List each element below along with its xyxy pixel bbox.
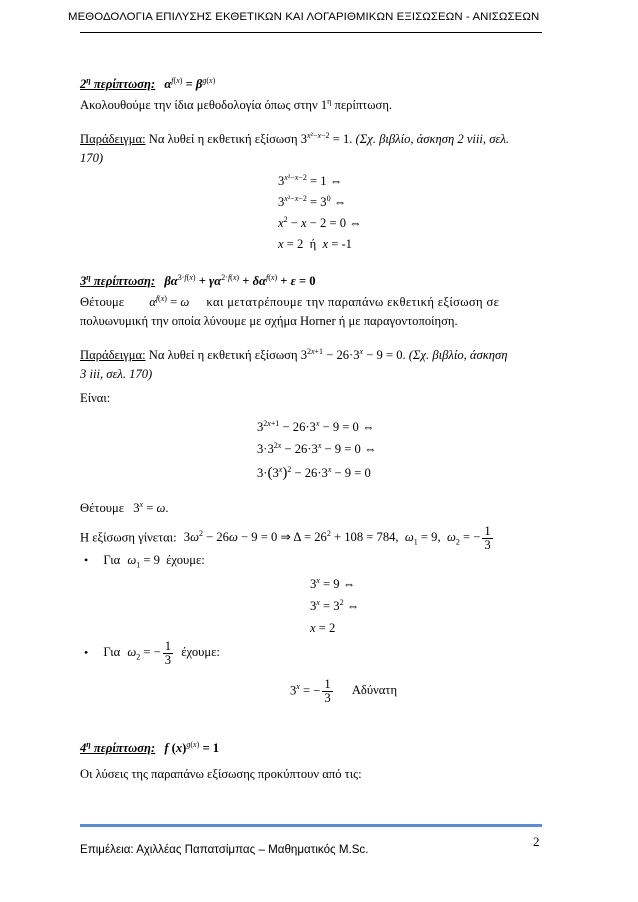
case2-step-2: $3^{x^2-x-2} = 3^0$ ⇔ xyxy=(278,193,347,209)
page-number: 2 xyxy=(533,834,540,849)
case2-heading: $2^\eta$ περίπτωση: $\alpha^{f(x)} = \beta^{g(x)}$ xyxy=(80,75,216,91)
case3-example-ref: 3 iii, σελ. 170) xyxy=(80,367,153,381)
page-header: ΜΕΘΟΔΟΛΟΓΙΑ ΕΠΙΛΥΣΗΣ ΕΚΘΕΤΙΚΩΝ ΚΑΙ ΛΟΓΑΡΙΘΜΙΚΩΝ ΕΞΙΣΩΣΕΩΝ - ΑΝΙΣΩΣΕΩΝ xyxy=(68,11,540,23)
case4-heading: $4^\eta$ περίπτωση: f $(x)^{g(x)} = 1$ xyxy=(80,739,220,755)
case3-b1-step-1: $3^x = 9$ ⇔ xyxy=(310,575,356,591)
case3-set: Θέτουμε $3^x = \omega$. xyxy=(80,499,169,515)
case3-intro-2: πολυωνυμική την οποία λύνουμε με σχήμα Horner ή με παραγοντοποίηση. xyxy=(80,314,458,328)
case3-bullet-2: • Για $\omega_2$ = − $\frac{1}{3}$ έχουμε: xyxy=(84,639,220,667)
header-rule xyxy=(80,32,542,33)
case3-intro-1: Θέτουμε $\alpha^{f(x)} = \omega$ και μετατρέπουμε την παραπάνω εκθετική εξίσωση σε xyxy=(80,293,500,309)
case3-b2-step: $3^x$ = − $\frac{1}{3}$ Αδύνατη xyxy=(290,677,398,705)
case3-example: Παράδειγμα: Να λυθεί η εκθετική εξίσωση $3^{2x+1} - 26\cdot 3^x - 9 = 0$. (Σχ. βιβλίο, άσκηση xyxy=(80,346,508,362)
case2-example-ref: 170) xyxy=(80,151,104,165)
case3-b1-step-2: $3^x = 3^2$ ⇔ xyxy=(310,597,360,613)
footer-bar xyxy=(80,824,542,827)
case3-step-1: $3^{2x+1} - 26\cdot 3^x - 9 = 0$ ⇔ xyxy=(257,418,375,434)
case2-step-4: x = 2 ή x = -1 xyxy=(278,237,352,251)
case3-heading: $3^\eta$ περίπτωση: $\beta\alpha^{3\cdot f(x)} + \gamma\alpha^{2\cdot f(x)} + \delta\alpha^{f(x)} + \varepsilon = 0$ xyxy=(80,272,316,288)
case3-step-3: $3\cdot(3^x)^2 - 26\cdot 3^x - 9 = 0$ xyxy=(257,464,371,481)
case3-b1-step-3: x = 2 xyxy=(310,621,336,635)
case2-step-3: $x^2 - x - 2 = 0$ ⇔ xyxy=(278,214,362,230)
case4-formula: f $(x)^{g(x)} = 1$ xyxy=(164,739,220,755)
case3-einai: Είναι: xyxy=(80,391,111,405)
case2-step-1: $3^{x^2-x-2} = 1$ ⇔ xyxy=(278,172,343,188)
case3-step-2: $3\cdot 3^{2x} - 26\cdot 3^x - 9 = 0$ ⇔ xyxy=(257,440,377,456)
case2-example: Παράδειγμα: Να λυθεί η εκθετική εξίσωση $3^{x^2-x-2} = 1$. (Σχ. βιβλίο, άσκηση 2 viii, σελ. xyxy=(80,130,509,146)
case3-becomes: Η εξίσωση γίνεται: $3\omega^2 - 26\omega - 9 = 0$ ⇒ $\Delta = 26^2 + 108 = 784$, $\omega_1 = 9$, $\omega_2$ = − $\frac{1}{3}$ xyxy=(80,524,491,552)
footer-author: Επιμέλεια: Αχιλλέας Παπατσίμπας – Μαθηματικός M.Sc. xyxy=(80,843,369,856)
case3-bullet-1: • Για $\omega_1 = 9$ έχουμε: xyxy=(84,553,205,570)
case4-text: Οι λύσεις της παραπάνω εξίσωσης προκύπτουν από τις: xyxy=(80,767,362,781)
case3-formula: $\beta\alpha^{3\cdot f(x)} + \gamma\alpha^{2\cdot f(x)} + \delta\alpha^{f(x)} + \varepsilon = 0$ xyxy=(164,272,316,288)
case2-formula: $\alpha^{f(x)} = \beta^{g(x)}$ xyxy=(164,75,216,91)
case2-intro: Ακολουθούμε την ίδια μεθοδολογία όπως στην $1^\eta$ περίπτωση. xyxy=(80,96,393,112)
